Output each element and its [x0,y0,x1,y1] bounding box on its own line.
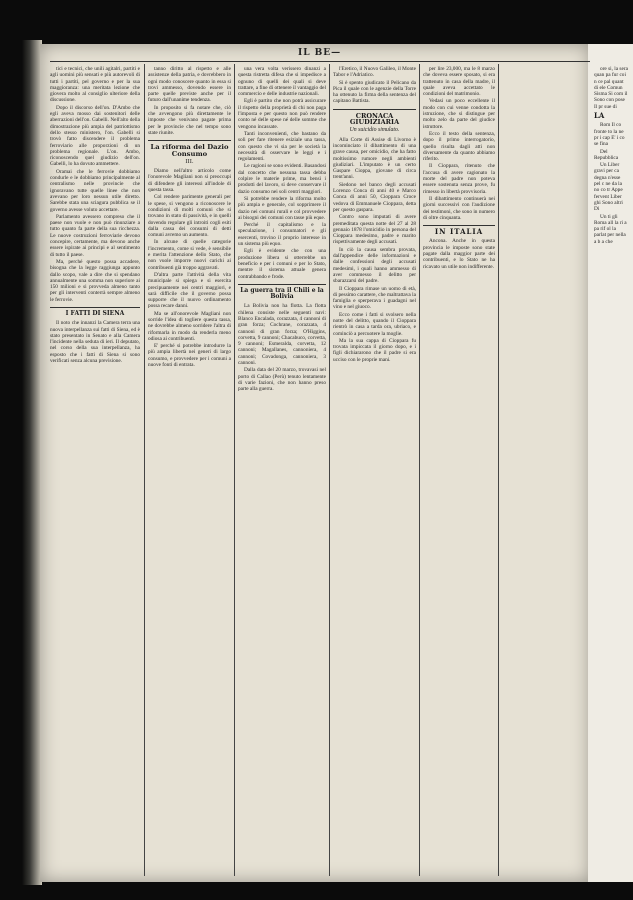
paragraph: Dalla data del 20 marzo, trovavasi nel porto di Callao (Perù) tenuto lentamente di varie fazioni, che non hanno preso parte alla guerra. [238,367,326,393]
paragraph: In alcune di quelle categorie l'incremento, come si vede, è sensibile e merita l'attenzione dello Stato, che non vuole imporre nuovi carichi ai contribuenti già troppo aggravati. [148,239,231,271]
paragraph: In proposito si fa notare che, ciò che avvengono più direttamente le imposte che venivano pagate prima per le provincie che nel tempo sono state riunite. [148,104,231,136]
paragraph: Del Repubblica [594,148,619,161]
masthead [40,48,590,62]
paragraph: Ma se all'onorevole Magliani non sorride l'idea di togliere questa tassa, ne dovrebbe almeno sorridere l'altra di riformarla in modo da renderla meno odiosa ai contribuenti. [148,310,231,342]
paragraph: Il Cioppara rimase un uomo di età, di pessimo carattere, che maltrattava la famiglia e sperperava i guadagni nel vino e nel giuoco. [333,285,416,311]
paragraph: Il dibattimento continuerà nei giorni successivi con l'audizione dei testimoni, che sono in numero di oltre cinquanta. [423,195,495,221]
section-title-dazio-consumo: La riforma del Dazio Consumo [150,143,229,158]
paragraph: l'Eretico, il Nuovo Galileo, il Monte Tabor e l'Adriatico. [333,66,416,79]
section-rule [423,225,495,226]
paragraph: Egli è partito che non potrà assicurare il rispetto della proprietà di chi non paga l'imposta e per questo non può rendere conto né delle spese né delle somme che vengono incassate. [238,98,326,130]
paragraph: Oramai che le ferrovie dobbiamo condurle e le dobbiamo principalmente al centralismo nelle provincie che ignoravano tutte quelle linee che non avevano per loro nessun utile diretto. Sarebbe stata una sciagura pubblica se il governo avesse voluto accettare. [50,168,140,213]
paragraph: Egli è evidente che con una produzione libera si otterrebbe un beneficio e per i comuni e per lo Stato, mentre il sistema attuale genera contrabbando e frode. [238,248,326,280]
paragraph: Ma la sua cappa di Cioppara fu trovata impiccata il giorno dopo, e i figli dichiararono che il padre si era ucciso con le proprie mani. [333,337,416,363]
paragraph: Il noto che innanzi la Camera terra una nuova interpellanza sui fatti di Siena, ed è stato presentato in Senato e alla Camera l'incidente nella seduta di ieri. Il deputato, nel corso della sua interpellanza, ha esposto che i fatti di Siena si sono verificati senza alcuna previsione. [50,320,140,365]
paragraph: Siedono nel banco degli accusati Lorenzo Conca di anni 40 e Marco Conca di anni 50, Cioppara Croce vedova di Emmanuele Cioppara, detta per questo gaspara. [333,181,416,213]
paragraph: Tanti inconvenienti, che bastano da soli per fare ritenere esiziale una tassa, con questo che vi sia per le società la necessità di osservare le leggi e i regolamenti. [238,130,326,163]
article-column-6-partial [594,66,628,878]
article-column-3 [238,66,326,878]
paragraph: La Bolivia non ha flotta. La flotta chilena consiste nelle seguenti navi: Blanco Encalada, corazzata, 4 cannoni di gran forza; Cochrane, corazzata, 4 cannoni di gran forza; O'Higgins, corvetta, 9 cannoni; Chacabuco, corvetta, 9 cannoni; Esmeralda, corvetta, 12 cannoni; Magallanes, cannoniera, 4 cannoni; Covadonga, cannoniera, 3 cannoni. [238,303,326,367]
article-column-4 [333,66,416,878]
column-divider [144,64,145,876]
paragraph: Si potrebbe rendere la riforma molto più ampia e generale, col sopprimere il dazio nei comuni rurali e col provvedere ai bisogni dei comuni con tasse più eque. [238,195,326,221]
section-rule [50,307,140,308]
paragraph: E' perché si potrebbe introdurre la più ampia libertà nei generi di largo consumo, e provvedere per i comuni a nuove fonti di entrata. [148,343,231,369]
column-divider [419,64,420,876]
paragraph: Ma, perché questo possa accadere, bisogna che la legge raggiunga appunto dallo scopo, vale a dire che si spendano annualmente una somma non superiore ai 150 milioni e si provveda almeno tanto per gli interventi conterrà sempre almeno le ferrovie. [50,258,140,303]
paragraph: Vedasi un poco eccellente il modo con cui venne condotta la istruzione, che si distingue per molto zelo da parte del giudice istruttore. [423,98,495,130]
paragraph: Dopo il discorso dell'on. D'Ambo che egli aveva mosso dai sostenitori delle aberrazioni dell'on. Gabelli. Nell'alto della dimostrazione più ampia del patriottismo dello stesso ministero, l'on. Gabelli si trovò fatto discendere il problema ferroviario alle proporzioni di un problema regionale. L'on. Ambo, riconoscendo quel giudizio dell'on. Gabelli, lo ha dovuto ammettere. [50,104,140,168]
paragraph: Il Cioppara, ritenuto che l'accusa di avere cagionato la morte del padre non poteva essere sostenuta senza prove, fu rimesso in libertà provvisoria. [423,163,495,195]
paragraph: Rom Il co fronte to la ne pr i cap E' i co se fina [594,122,625,148]
section-rule [333,109,416,110]
masthead-rule [50,61,590,62]
paragraph: tici e tecnici, che unili agitalri, partiti e agli uomini più sensati e più autorevoli di tutti i partiti, pel governo e per la sua maggioranza: una meritata lezione che giovera molto al consiglio ulteriore della discussione. [50,66,140,104]
section-number: III. [185,158,194,165]
paragraph: D'altra parte l'attività della vita municipale si spiega e si esercita precipuamente nei centri maggiori, e sarà difficile che il governo possa supporre che il nuovo ordinamento possa recare danni. [148,271,231,310]
masthead-title: IL BE— [298,48,342,58]
page-left-fold [22,40,42,885]
paragraph: Ecco come i fatti si svolsero nella notte del delitto, quando il Cioppara rientrò in casa a tarda ora, ubriaco, e cominciò a percuotere la moglie. [333,311,416,337]
column-divider [498,64,499,876]
paragraph: Col rendere parimente generali per le spese, si vengono a riconoscere le condizioni di molti comuni che si trovano in stato di passività, e in quelli dovendo regolare gli introiti cogli esiti dalla cassa dei consumi di detti comuni avremo un aumento. [148,194,231,239]
paragraph: Perché il capitalismo e la speculazione, i consumatori e gli esercenti, trovino il proprio interesse in un sistema più equo. [238,222,326,248]
paragraph: per lire 23,000, ma le 8 marzo che doveva essere sposato, si era trattenuto in casa della madre, il quale aveva accettato le condizioni del matrimonio. [423,66,495,98]
partial-heading: LA [594,111,605,121]
section-title-chili-bolivia: La guerra tra il Chili e la Bolivia [240,286,324,301]
paragraph: Alla Corte di Assise di Livorno è incominciato il dibattimento di una grave causa, per omicidio, che ha fatto moltissimo rumore negli ambienti giudiziari. L'imputato è un certo Gaspare Cioppa, giovane di circa trent'anni. [333,136,416,181]
section-title-fatti-di-siena: I FATTI DI SIENA [65,309,125,317]
paragraph: tanno diritto al rispetto e alle assistenze della patria, e dovrebbero in ogni modo conoscere quanto in essa si trovi ammesso, dovendo essere in parte quelle previste anche per il futuro dall'unanime tendenza. [148,66,231,104]
paragraph: Si è spento giudicato il Pelicano da Pica il quale con le agenzie della Torre ha ottenuto la firma della sentenza del capitano Battista. [333,79,416,105]
paragraph: Parlamento avessero compreso che il paese non vuole e non può rinunziare a tutto quanto fa parte della sua ricchezza. Le nuove costruzioni ferroviarie devono concepire, certamente, ma devono anche essere ispirate ai principi e al sentimento di tutto il paese. [50,213,140,258]
paragraph: Ancona. Anche in questa provincia le imposte sono state pagate dalla maggior parte dei contribuenti, e lo Stato ne ha ricavato un utile non indifferente. [423,238,495,270]
article-column-2 [148,66,231,878]
paragraph: ore si, la sera quan pa fur coi n ce pal quant di ele Comun Sisma Si com il Sono con pose Il pr sue di [594,66,628,110]
section-subtitle: Un suicidio simulato. [349,127,400,134]
column-divider [329,64,330,876]
section-title-cronaca-giudiziaria: CRONACA GIUDIZIARIA [349,111,400,127]
paragraph: una vera volta verissero dinanzi a questa ristretta difesa che si impedisce a ognuno di quelli dei quali si deve trattare, a fine di ottenere il vantaggio del commercio e delle industrie nazionali. [238,66,326,98]
column-divider [234,64,235,876]
paragraph: Ecco il testo della sentenza, dopo il primo interrogatorio, quello risulta dagli atti non diversamente da quanto abbiamo riferito. [423,130,495,163]
paragraph: Diamo nell'altro articolo come l'onorevole Magliani non si preoccupi di difendere gli interessi all'indole di questa tassa. [148,168,231,194]
section-rule [148,140,231,141]
paragraph: Contro sono imputati di avere premeditata questa notte del 27 al 28 gennaio 1878 l'omicidio in persona del Cioppara medesimo, padre e marito rispettivamente degli accusati. [333,214,416,246]
article-column-1 [50,66,140,878]
paragraph: Le ragioni se sono evidenti. Basandosi dal concetto che nessuna tassa debba colpire le materie prime, ma bensì i prodotti del lavoro, si deve conservare il dazio consumo nei soli centri maggiori. [238,163,326,195]
article-column-5 [423,66,495,878]
paragraph: In ciò la causa sembra provata, dall'appendice delle informazioni e dalle confessioni degli accusati medesimi, i quali hanno ammesso di aver commesso il delitto per sbarazzarsi del padre. [333,246,416,285]
section-title-in-italia: IN ITALIA [434,227,484,237]
paragraph: Un Liber gravi per ca degna n'esse pel c ne da la no co tr Appe fervent Liber ghi Sono altri Di [594,162,623,213]
section-rule [238,284,326,285]
paragraph: Un ti gli Roma all la ri a pa rif ol la parlat per nella a b a che [594,213,627,245]
